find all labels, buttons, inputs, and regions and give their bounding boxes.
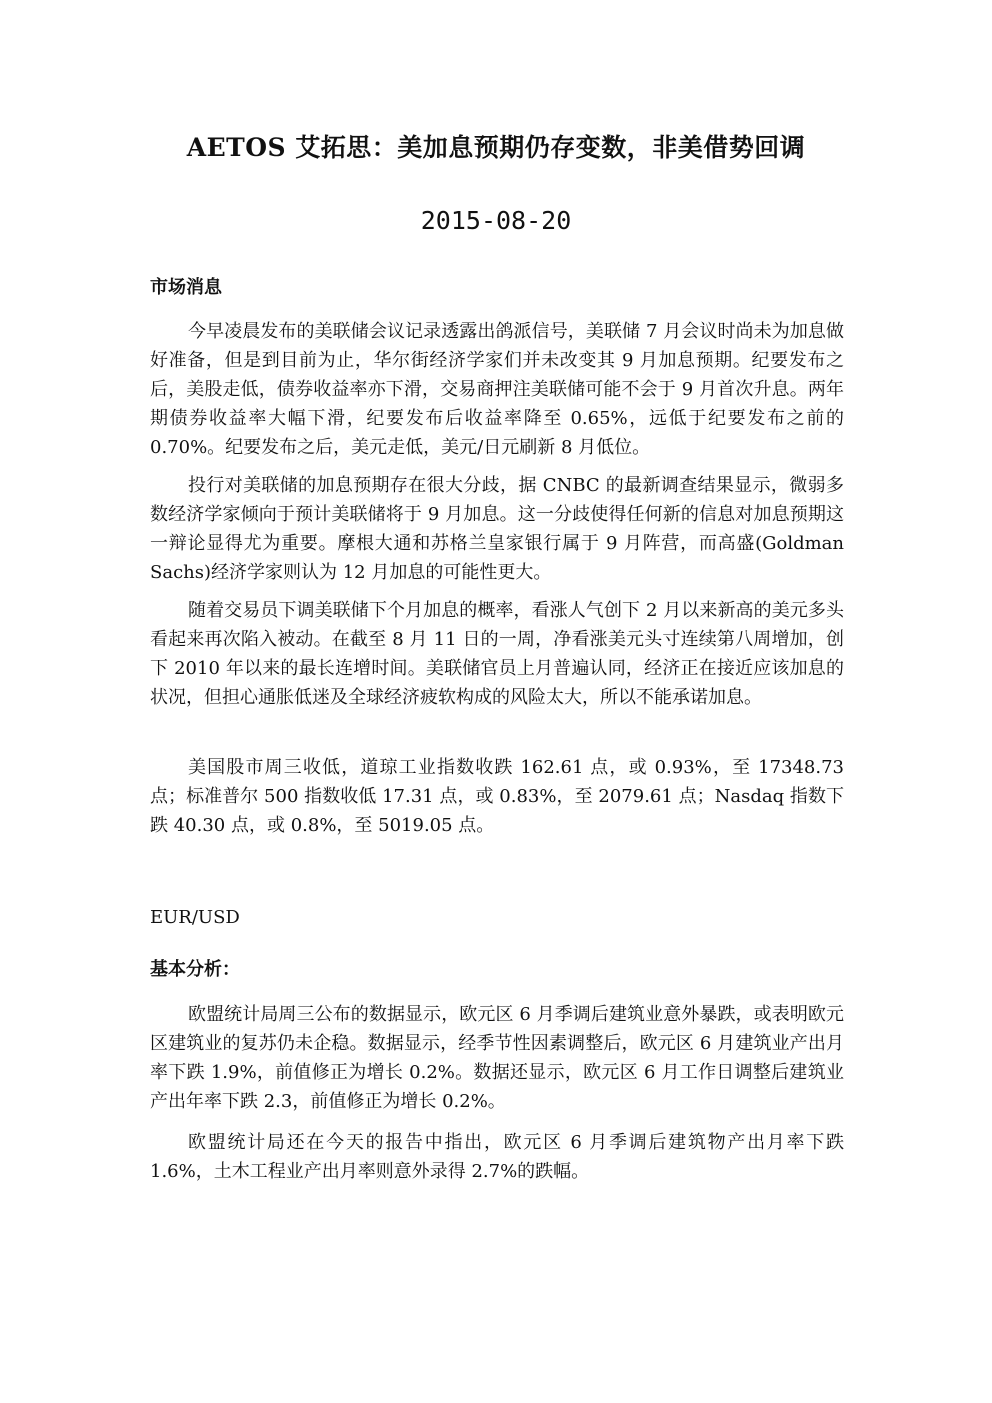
publish-date: 2015-08-20 [420,206,572,235]
section-heading-fundamental-analysis: 基本分析： [150,959,240,980]
paragraph: 欧盟统计局还在今天的报告中指出，欧元区 6 月季调后建筑物产出月率下跌 1.6%，土木工程业产出月率则意外录得 2.7%的跌幅。 [150,1132,844,1182]
paragraph: 投行对美联储的加息预期存在很大分歧，据 CNBC 的最新调查结果显示，微弱多数经济学家倾向于预计美联储将于 9 月加息。这一分歧使得任何新的信息对加息预期这一辩论显得尤为重要。摩根大通和苏格兰皇家银行属于 9 月阵营，而高盛(Goldman Sachs)经济学家则认为 12 月加息的可能性更大。 [150,475,844,583]
paragraph: 美国股市周三收低，道琼工业指数收跌 162.61 点，或 0.93%，至 17348.73 点；标准普尔 500 指数收低 17.31 点，或 0.83%，至 2079.61 点；Nasdaq 指数下跌 40.30 点，或 0.8%，至 5019.05 点。 [150,757,844,836]
section-heading-market-news: 市场消息 [150,277,222,298]
paragraph: 欧盟统计局周三公布的数据显示，欧元区 6 月季调后建筑业意外暴跌，或表明欧元区建筑业的复苏仍未企稳。数据显示，经季节性因素调整后，欧元区 6 月建筑业产出月率下跌 1.9%，前值修正为增长 0.2%。数据还显示，欧元区 6 月工作日调整后建筑业产出年率下跌 2.3，前值修正为增长 0.2%。 [150,1004,844,1112]
currency-pair-label: EUR/USD [150,907,240,928]
paragraph: 随着交易员下调美联储下个月加息的概率，看涨人气创下 2 月以来新高的美元多头看起来再次陷入被动。在截至 8 月 11 日的一周，净看涨美元头寸连续第八周增加，创下 2010 年以来的最长连增时间。美联储官员上月普遍认同，经济正在接近应该加息的状况，但担心通胀低迷及全球经济疲软构成的风险太大，所以不能承诺加息。 [150,600,844,708]
page-title: AETOS 艾拓思：美加息预期仍存变数，非美借势回调 [186,133,806,162]
paragraph: 今早凌晨发布的美联储会议记录透露出鸽派信号，美联储 7 月会议时尚未为加息做好准备，但是到目前为止，华尔街经济学家们并未改变其 9 月加息预期。纪要发布之后，美股走低，债券收益率亦下滑，交易商押注美联储可能不会于 9 月首次升息。两年期债券收益率大幅下滑，纪要发布后收益率降至 0.65%，远低于纪要发布之前的 0.70%。纪要发布之后，美元走低，美元/日元刷新 8 月低位。 [150,321,844,458]
